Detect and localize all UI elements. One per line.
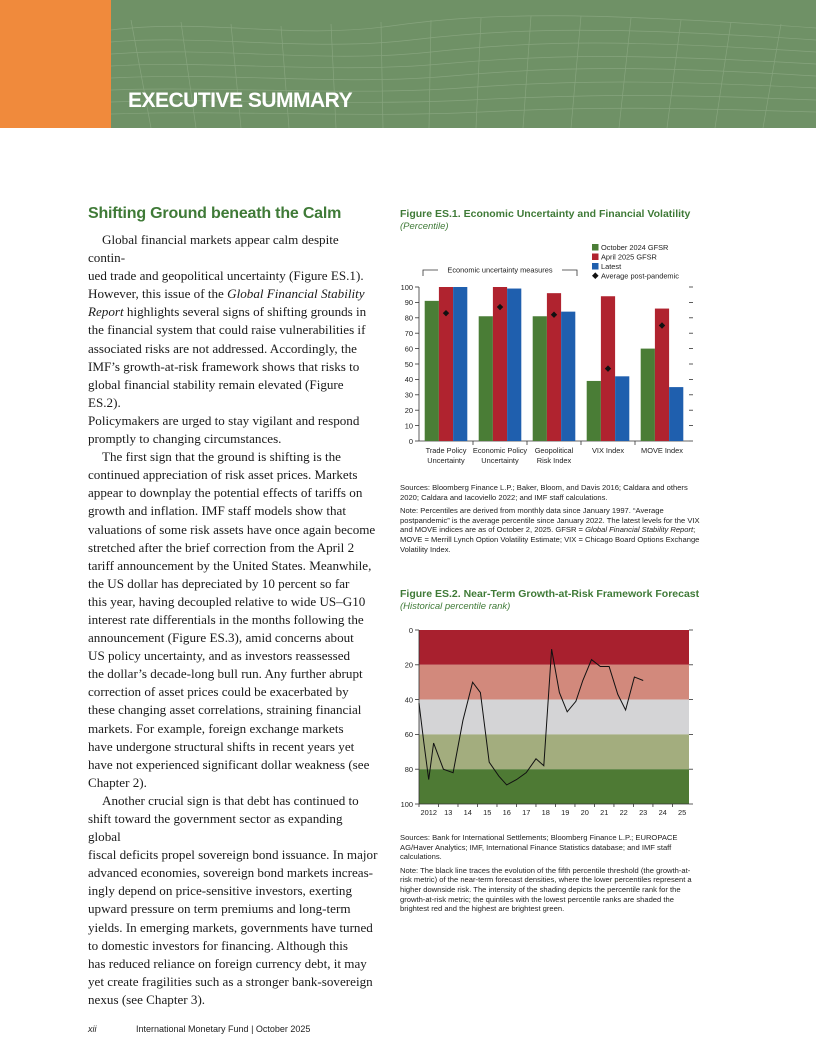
figure-es1-note-italic: Global Financial Stability Report [585,525,694,535]
body-line: to domestic investors for financing. Although this [88,937,349,953]
body-line: growth and inflation. IMF staff models show that [88,503,346,519]
bracket-label: Economic uncertainty measures [447,265,553,275]
body-line: ingly depend on price-sensitive investors, exerting [88,883,352,899]
y-tick-label: 50 [404,359,413,369]
body-line: correction of asset prices could be exacerbated by [88,684,349,700]
figure-es1-sources: Sources: Bloomberg Finance L.P.; Baker, Bloom, and Davis 2016; Caldara and others 2020; Caldara and Iacoviello 2022; and IMF staff calculations. [400,483,688,502]
y-tick-label: 40 [404,375,413,385]
body-line: has reduced reliance on foreign currency debt, it may [88,955,367,971]
legend-marker [592,272,599,279]
body-line: the financial system that could raise vulnerabilities if [88,322,366,338]
figure-es1-notes [400,483,700,558]
figure-es2-chart [384,620,704,825]
y-tick-label: 90 [404,298,413,308]
body-line: valuations of some risk assets have once again become [88,521,376,537]
figure-es2-sources: Sources: Bank for International Settlements; Bloomberg Finance L.P.; EUROPACE AG/Haver Analytics; IMF, International Finance Statistics database; and IMF staff calculations. [400,833,678,862]
body-line: Chapter 2). [88,774,147,790]
body-line: the dollar’s decade-long bull run. Any further abrupt [88,666,363,682]
body-line: global financial stability remain elevated (Figure ES.2). [88,376,344,410]
body-line: shift toward the government sector as expanding global [88,811,343,845]
body-line: The first sign that the ground is shifting is the [102,449,341,465]
y-tick-label: 60 [404,344,413,354]
x-tick-label: 22 [619,808,628,817]
x-tick-label: 21 [600,808,609,817]
body-text [88,231,378,1009]
x-tick-label: 14 [463,808,472,817]
footer-text: International Monetary Fund | October 2025 [136,1024,311,1034]
x-tick-label: 16 [502,808,511,817]
x-tick-label: VIX Index [591,446,625,455]
body-line: Report highlights several signs of shifting grounds in [88,304,367,320]
figure-es2-notes [400,833,700,918]
x-tick-label: 20 [580,808,589,817]
body-line: Another crucial sign is that debt has continued to [102,792,359,808]
figure-es2-subtitle: (Historical percentile rank) [400,601,511,612]
body-line: stretched after the brief correction from the April 2 [88,539,355,555]
figure-es1-note-part3: ; MOVE = Merrill Lynch Option Volatility Estimate; VIX = Chicago Board Options Exchange Volatility Index. [400,525,700,554]
body-line: tariff announcement by the United States. Meanwhile, [88,557,372,573]
body-line: ued trade and geopolitical uncertainty (Figure ES.1). [88,268,364,284]
y-tick-label: 100 [400,799,413,809]
x-tick-label: 17 [522,808,531,817]
body-line: associated risks are not addressed. Accordingly, the [88,340,357,356]
body-line: have undergone structural shifts in recent years yet [88,738,355,754]
x-tick-label: Trade Policy [425,446,467,455]
y-tick-label: 70 [404,329,413,338]
body-line: nexus (see Chapter 3). [88,991,206,1007]
body-line: fiscal deficits propel sovereign bond issuance. In major [88,847,378,863]
body-line: upward pressure on term premiums and long-term [88,901,351,917]
x-tick-label: Risk Index [536,456,572,465]
x-tick-label: 15 [483,808,492,817]
body-line: yields. In emerging markets, governments have turned [88,919,373,935]
bar [669,387,683,441]
x-tick-label: 13 [444,808,453,817]
percentile-band [419,665,689,700]
x-tick-label: 25 [678,808,687,817]
legend-swatch [592,254,599,261]
x-tick-label: Uncertainty [481,456,519,465]
body-line: appear to downplay the potential effects of tariffs on [88,485,363,501]
y-tick-label: 30 [404,390,413,400]
bar [561,312,575,441]
body-line: markets. For example, foreign exchange markets [88,720,344,736]
page-number: xii [88,1024,97,1034]
body-line: yet create fragilities such as a stronger bank-sovereign [88,973,373,989]
bar [587,381,601,441]
figure-es1-title: Figure ES.1. Economic Uncertainty and Financial Volatility [400,208,691,220]
body-line: have not experienced significant dollar weakness (see [88,756,370,772]
legend-label: April 2025 GFSR [601,252,657,262]
x-tick-label: Geopolitical [534,446,574,455]
figure-es2-title: Figure ES.2. Near-Term Growth-at-Risk Framework Forecast [400,588,700,600]
bar [453,287,467,441]
figure-es2-note: Note: The black line traces the evolution of the fifth percentile threshold (the growth-at-risk metric) of the near-term forecast densities, where the lower percentiles represent a higher downside risk. The intensity of the shading depicts the percentile rank for the growth-at-risk metric; the quintiles with the lowest percentile ranks are shaded the brightest red and the highest are brightest green. [400,865,692,914]
chapter-title: EXECUTIVE SUMMARY [128,89,353,112]
y-tick-label: 80 [404,765,413,774]
figure-es1-note [400,506,700,554]
body-line: Policymakers are urged to stay vigilant and respond [88,412,360,428]
x-tick-label: 19 [561,808,570,817]
x-tick-label: 24 [658,808,667,817]
body-line: advanced economies, sovereign bond markets increas- [88,865,374,881]
x-tick-label: Uncertainty [427,456,465,465]
x-tick-label: MOVE Index [641,446,683,455]
body-line: Global financial markets appear calm despite contin- [88,232,339,266]
y-tick-label: 20 [404,406,413,415]
bar [479,316,493,441]
y-tick-label: 20 [404,660,413,670]
legend-label: October 2024 GFSR [601,243,669,252]
y-tick-label: 10 [404,421,413,431]
legend-swatch [592,263,599,270]
figure-es1-note-part1: Note: Percentiles are derived from monthly data since January 1997. “Average postpandemic” is the average percentile since January 2022. The latest levels for the VIX and MOVE indices are as of October 2, 2025. GFSR = [400,506,700,535]
percentile-band [419,630,689,665]
body-line: US policy uncertainty, and as investors reassessed [88,648,351,664]
bar [615,376,629,441]
x-tick-label: 18 [541,808,550,817]
y-tick-label: 40 [404,695,413,705]
body-line: However, this issue of the Global Financial Stability [88,286,365,302]
body-line: this year, having decoupled relative to wide US–G10 [88,593,366,609]
legend-label: Latest [601,262,622,271]
body-line: the US dollar has depreciated by 10 percent so far [88,575,350,591]
x-tick-label: 23 [639,808,648,817]
chapter-banner [0,0,816,128]
y-tick-label: 100 [400,282,413,292]
banner-accent-block [0,0,111,128]
percentile-band [419,700,689,735]
body-line: IMF’s growth-at-risk framework shows that risks to [88,358,360,374]
body-line: continued appreciation of risk asset prices. Markets [88,467,358,483]
legend-swatch [592,244,599,251]
bar [507,289,521,441]
y-tick-label: 0 [408,436,413,446]
bar [533,316,547,441]
body-line: promptly to changing circumstances. [88,431,282,447]
body-line: announcement (Figure ES.3), amid concerns about [88,630,354,646]
legend-label: Average post-pandemic [601,271,679,281]
figure-es1-subtitle: (Percentile) [400,221,449,232]
x-tick-label: Economic Policy [472,446,528,455]
figure-es1-chart [384,240,704,475]
y-tick-label: 0 [408,625,413,635]
bar [641,349,655,441]
bar [425,301,439,441]
percentile-band [419,769,689,804]
body-line: these changing asset correlations, straining financial [88,702,362,718]
section-heading: Shifting Ground beneath the Calm [88,205,342,222]
x-tick-label: 2012 [420,808,437,817]
y-tick-label: 60 [404,730,413,740]
y-tick-label: 80 [404,313,413,323]
body-line: interest rate differentials in the months following the [88,611,364,627]
